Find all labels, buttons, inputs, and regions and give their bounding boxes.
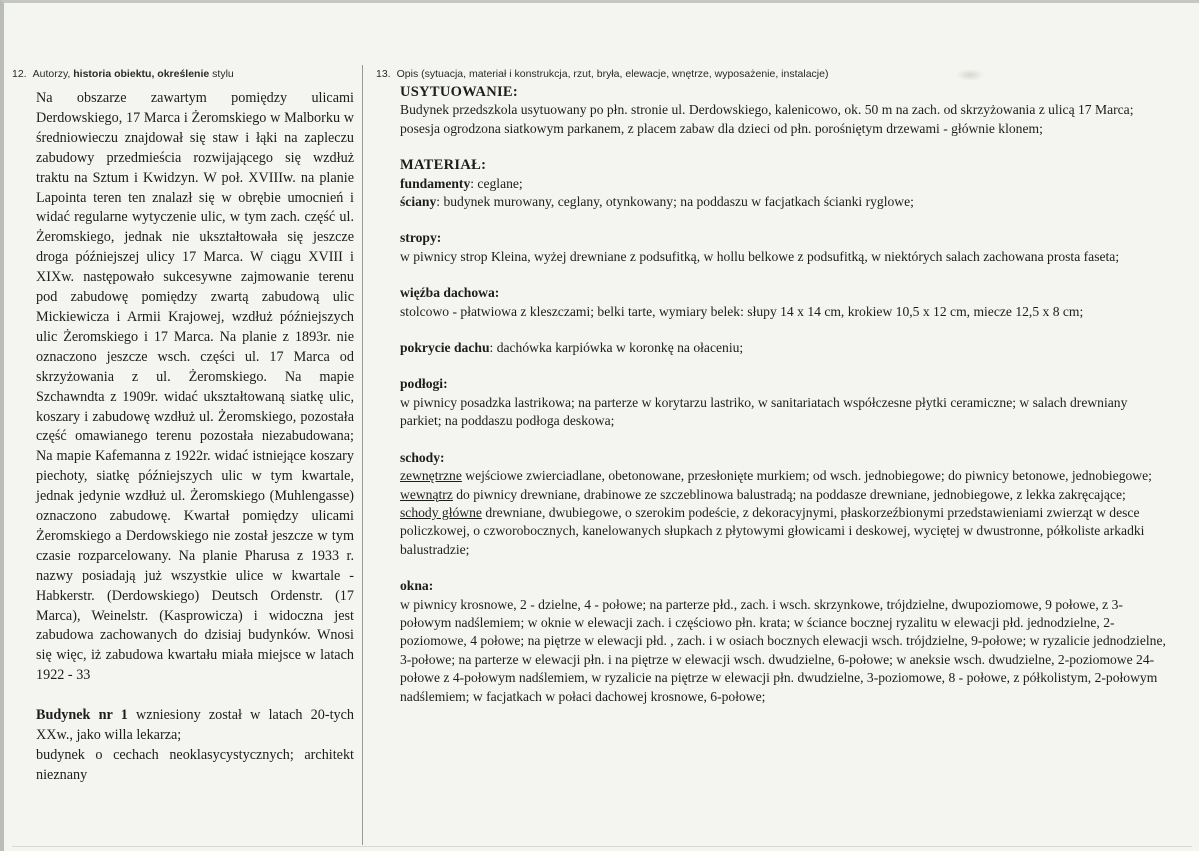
wiezba-text: stolcowo - płatwiowa z kleszczami; belki tarte, wymiary belek: słupy 14 x 14 cm, krokiew 10,5 x 12 cm, miecze 12,5 x 8 cm;: [400, 303, 1084, 319]
okna-heading: okna:: [400, 578, 434, 594]
pokrycie-line: pokrycie dachu: dachówka karpiówka w koronkę na ołaceniu;: [400, 340, 744, 356]
section-13-header: 13. Opis (sytuacja, materiał i konstrukcja, rzut, bryła, elewacje, wnętrze, wyposażenie, instalacje): [376, 68, 829, 80]
schody-zewn-line: zewnętrzne wejściowe zwierciadlane, obetonowane, przesłonięte murkiem; od wsch. jednobiegowe; do piwnicy betonowe, jednobiegowe;: [400, 468, 1152, 484]
bottom-edge: [12, 846, 1192, 847]
usytuowanie-heading: USYTUOWANIE:: [400, 84, 519, 100]
column-divider: [362, 65, 363, 845]
section-description: [376, 67, 1172, 706]
description-text: [400, 83, 1172, 706]
podlogi-text: w piwnicy posadzka lastrikowa; na parterze w korytarzu lastriko, w sanitariatach współczesne płytki ceramiczne; w salach drewniany parkiet; na poddaszu podłoga deskowa;: [400, 394, 1128, 429]
wiezba-heading: więźba dachowa:: [400, 285, 500, 301]
building-paragraph: Budynek nr 1 wzniesiony został w latach 20-tych XXw., jako willa lekarza;: [36, 707, 354, 744]
history-paragraph: Na obszarze zawartym pomiędzy ulicami Derdowskiego, 17 Marca i Żeromskiego w Malborku w średniowieczu znajdował się staw i łąki na zapleczu zabudowy przedmieścia rozwijającego się wzdłuż traktu na Sztum i Kwidzyn. W poł. XVIIIw. na planie Lapointa teren ten znalazł się w obrębie umocnień i widać regularne wytyczenie ulic, w tym zach. część ul. Żeromskiego, jednak nie ukształtowała się jeszcze droga późniejszej ulicy 17 Marca. W ciągu XVIII i XIXw. następowało sukcesywne zajmowanie terenu pod zabudowę pomiędzy zwartą zabudową ulic Mickiewicza i Armii Krajowej, wzdłuż późniejszych ulic Żeromskiego i 17 Marca. Na planie z 1893r. nie oznaczono jeszcze wsch. części ul. 17 Marca od skrzyżowania z ul. Żeromskiego. Na mapie Szchawndta z 1909r. widać ukształtowaną siatkę ulic, koszary i zabudowę wzdłuż ul. Żeromskiego, pozostała część omawianego terenu pozostała niezabudowana; Na mapie Kafemanna z 1922r. widać istniejące koszary piechoty, siatkę późniejszych ulic w tym kwartale, jednak jedynie wzdłuż ul. Żeromskiego (Muhlengasse) oznaczono zabudowę. Kwartał pomiędzy ulicami Żeromskiego a Derdowskiego nie został jeszcze w tym czasie rozparcelowany. Na planie Pharusa z 1933 r. nazwy posiadają już wszystkie ulice w kwartale - Habkerstr. (Derdowskiego) Deutsch Ordenstr. (17 Marca), Weinelstr. (Kasprowicza) i widoczna jest zabudowa zachowanych do dzisiaj budynków. Wnosi się więc, iż zabudowa kwartału miała miejsce w latach 1922 - 33: [36, 90, 354, 684]
usytuowanie-text: Budynek przedszkola usytuowany po płn. stronie ul. Derdowskiego, kalenicowo, ok. 50 m na zach. od skrzyżowania z ulicą 17 Marca; posesja ogrodzona siatkowym parkanem, z placem zabaw dla dzieci od płn. porośniętym drzewami - głównie klonem;: [400, 102, 1134, 136]
schody-heading: schody:: [400, 449, 445, 465]
stropy-text: w piwnicy strop Kleina, wyżej drewniane z podsufitką, w hollu belkowe z podsufitką, w niektórych salach zachowana prosta faseta;: [400, 248, 1120, 264]
fundamenty-line: fundamenty: ceglane;: [400, 175, 523, 191]
podlogi-heading: podłogi:: [400, 376, 448, 392]
stropy-heading: stropy:: [400, 230, 442, 246]
style-paragraph: budynek o cechach neoklasycystycznych; architekt nieznany: [36, 747, 354, 783]
section-12-header: 12. Autorzy, historia obiektu, określenie stylu: [12, 68, 234, 80]
section-history: [12, 67, 352, 786]
history-text: [36, 89, 354, 786]
material-heading: MATERIAŁ:: [400, 157, 487, 174]
okna-text: w piwnicy krosnowe, 2 - dzielne, 4 - połowe; na parterze płd., zach. i wsch. skrzynkowe, trójdzielne, dwupoziomowe, 9 połowe, z 3-połowym nadślemiem; w oknie w elewacji zach. i częściowo płn. krata; w ściance bocznej ryzalitu w elewacji płd. jednodzielne, 2-poziomowe, 4 połowe; na piętrze w elewacji płd. , zach. i w osiach bocznych elewacji wsch. trójdzielne, 9-połowe; w ryzalicie jednodzielne, 3-połowe; na parterze w elewacji płn. i na piętrze w elewacji wsch. dwudzielne, 6-połowe; w aneksie wsch. dwudzielne, 2-poziomowe 24-połowe z 4-połowym nadślemiem, w ryzalicie na piętrze w elewacji płn. dwudzielne, 3-poziomowe, 8 - połowe, z półkolistym, 2-połowym nadślemiem; w facjatkach w połaci dachowej krosnowe, 6-połowe;: [400, 596, 1166, 704]
sciany-line: ściany: budynek murowany, ceglany, otynkowany; na poddaszu w facjatkach ścianki ryglowe;: [400, 194, 914, 210]
schody-glowne-line: schody główne drewniane, dwubiegowe, o szerokim podeście, z dekoracyjnymi, płaskorzeźbionymi przedstawieniami zwierząt w desce policzkowej, o czworobocznych, kanelowanych słupkach z płytowymi głowicami i deskowej, wyciętej w dwustronne, półkoliste arkadki balustradzie;: [400, 504, 1145, 557]
schody-wewn-line: wewnątrz do piwnicy drewniane, drabinowe ze szczeblinowa balustradą; na poddasze drewniane, jednobiegowe, z lekka zakręcające;: [400, 486, 1126, 502]
